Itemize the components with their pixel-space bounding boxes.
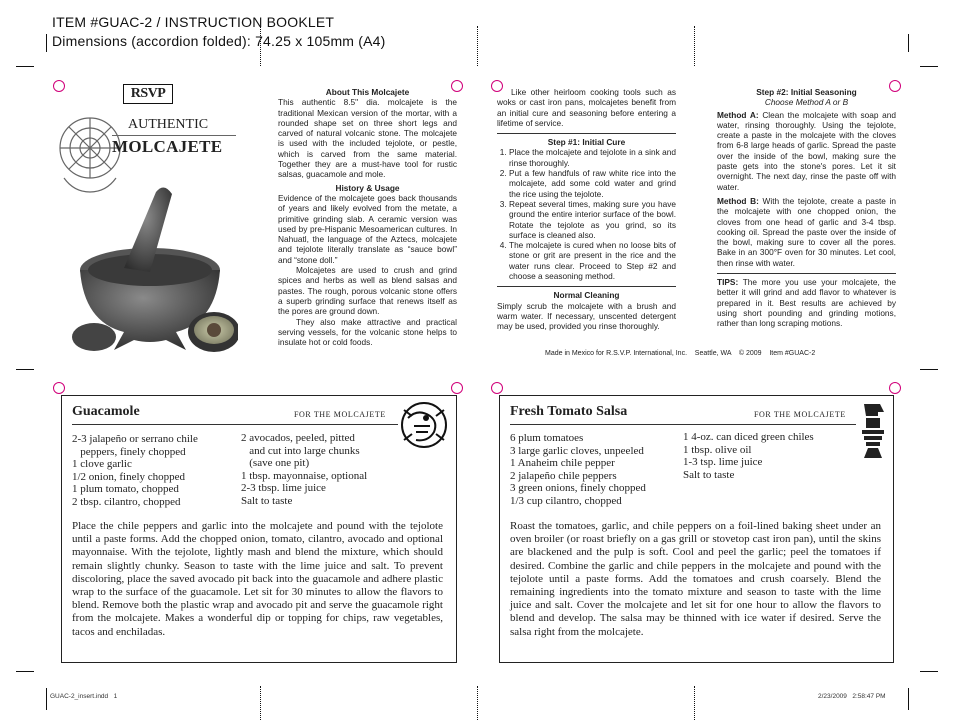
crop-mark — [46, 688, 47, 710]
step1-item: 4. The molcajete is cured when no loose bits of stone or grit are present in the rice and the water runs clear. Proceed to Step #2 and choose a seasoning method. — [509, 240, 676, 281]
history-heading: History & Usage — [335, 182, 400, 193]
fold-line — [694, 686, 695, 720]
ingredient: 1-3 tsp. lime juice — [683, 456, 763, 468]
guacamole-card — [61, 395, 457, 663]
method-b-label: Method B: — [717, 195, 759, 206]
fold-line — [477, 26, 478, 66]
recipe-directions: Roast the tomatoes, garlic, and chile peppers on a foil-lined baking sheet under an oven broiler (or roast briefly on a gas grill or stovetop cast iron pan), until the skins are blackened and the pulp is soft. Cool and peel the garlic; peel the tomatoes if desired. Combine the garlic and chile peppers in the molcajete and pound with the tejolote until a paste forms. Add the tomatoes and crush coarsely. Blend the remaining ingredients into the tomato mixture and season to taste with the lime juice and salt. Cover the molcajete and let sit for one hour to allow the flavors to blend and develop. The salsa may be thinned with ice water if desired. Serve the salsa right from the molcajete. — [510, 520, 881, 638]
molcajete-photo — [54, 172, 238, 354]
history-paragraph-1: Evidence of the molcajete goes back thousands of years and likely evolved from the metate, a primitive grinding slab. A ceramic version was used by pre-Hispanic Mesoamerican cultures. In Nahuatl, the language of the Aztecs, molcajete and tejolote literally translate as “sauce bowl” and “stone doll.” — [278, 192, 457, 265]
fold-line — [260, 686, 261, 720]
method-b-body: With the tejolote, create a paste in the molcajete with one chopped onion, the cloves from one head of garlic and 3-4 tbsp. cooking oil. Spread the paste over the inside of the bowl, making sure to cover all the pores. Bake in an 300°F oven for 30 minutes. Let cool, then rinse with water. — [717, 195, 896, 268]
step1-item: 3. Repeat several times, making sure you have ground the entire interior surface of the bowl. Rotate the tejolote as you grind, so its surface is cleaned also. — [509, 199, 676, 240]
fold-line — [694, 26, 695, 66]
ingredient: 1 clove garlic — [72, 458, 132, 470]
file-slug: GUAC-2_insert.indd 1 — [50, 693, 118, 700]
ingredients-col-1 — [510, 432, 646, 507]
step1-item: 2. Put a few handfuls of raw white rice into the molcajete, add some cold water and grind the rice using the tejolote. — [509, 168, 676, 199]
recipe-subtitle: FOR THE MOLCAJETE — [294, 410, 386, 419]
divider — [717, 273, 896, 274]
ingredients-col-2 — [683, 431, 814, 481]
crop-mark — [908, 34, 909, 52]
divider — [497, 133, 676, 134]
about-heading: About This Molcajete — [325, 87, 410, 97]
ingredient: 2-3 jalapeño or serrano chile — [72, 433, 198, 445]
method-a-label: Method A: — [717, 109, 759, 120]
step2-subheading: Choose Method A or B — [764, 97, 849, 108]
step1-item: 1. Place the molcajete and tejolote in a sink and rinse thoroughly. — [509, 147, 676, 168]
item-header: ITEM #GUAC-2 / INSTRUCTION BOOKLET — [52, 14, 335, 30]
about-section — [278, 87, 457, 347]
cleaning-body: Simply scrub the molcajete with a brush and warm water. If necessary, unscented detergent may be used, provided you rinse thoroughly. — [497, 300, 676, 332]
ingredient: (save one pit) — [241, 457, 310, 469]
crop-mark — [46, 34, 47, 52]
ingredient: 1 tbsp. olive oil — [683, 443, 752, 456]
crop-mark — [908, 688, 909, 710]
cleaning-heading: Normal Cleaning — [553, 290, 620, 301]
intro-text: Like other heirloom cooking tools such as woks or cast iron pans, molcajetes benefit from an initial cure and seasoning before entering a lifetime of service. — [497, 87, 676, 128]
divider — [72, 424, 398, 425]
ingredient: Salt to taste — [241, 494, 293, 507]
ingredients-col-1 — [72, 433, 198, 508]
ingredient: 2-3 tbsp. lime juice — [241, 482, 326, 494]
cure-section — [497, 87, 676, 332]
seasoning-section — [717, 87, 896, 329]
tips-body: The more you use your molcajete, the better it will grind and add flavor to whatever is prepared in it. Best results are achieved by using short pounding and grinding motions, rather than long scraping motions. — [717, 277, 897, 329]
salsa-card — [499, 395, 894, 663]
ingredients-col-2 — [241, 432, 367, 507]
ingredient: 1/3 cup cilantro, chopped — [510, 494, 622, 507]
recipe-title: Guacamole — [72, 404, 140, 419]
registration-mark — [53, 80, 65, 92]
step1-list — [497, 147, 676, 281]
divider — [510, 424, 856, 425]
ingredient: peppers, finely chopped — [72, 445, 186, 458]
authentic-label: AUTHENTIC — [128, 117, 209, 132]
ingredient: and cut into large chunks — [241, 444, 360, 457]
registration-mark — [53, 382, 65, 394]
history-paragraph-3: They also make attractive and practical serving vessels, for the volcanic stone helps to insulate hot or cold foods. — [278, 316, 457, 348]
divider — [112, 135, 236, 136]
aztec-bird-icon — [396, 398, 452, 452]
registration-mark — [451, 382, 463, 394]
ingredient: 6 plum tomatoes — [510, 432, 584, 444]
crop-mark — [920, 671, 938, 672]
ingredient: 2 jalapeño chile peppers — [510, 469, 617, 482]
ingredient: 1 4-oz. can diced green chiles — [683, 431, 814, 443]
made-in-line: Made in Mexico for R.S.V.P. International, Inc. Seattle, WA © 2009 Item #GUAC-2 — [545, 350, 816, 357]
ingredient: Salt to taste — [683, 468, 735, 481]
dimensions-header: Dimensions (accordion folded): 74.25 x 105mm (A4) — [52, 33, 386, 49]
ingredient: 1 plum tomato, chopped — [72, 483, 179, 495]
crop-mark — [920, 369, 938, 370]
aztec-warrior-icon — [858, 400, 888, 460]
recipe-subtitle: FOR THE MOLCAJETE — [754, 410, 846, 419]
recipe-title: Fresh Tomato Salsa — [510, 404, 628, 419]
ingredient: 3 green onions, finely chopped — [510, 482, 646, 494]
history-paragraph-2: Molcajetes are used to crush and grind spices and herbs as well as blend salsas and pastes. The rough, porous volcanic stone offers a superb grinding surface that renews itself as the pores are ground down. — [278, 265, 457, 317]
crop-mark — [920, 66, 938, 67]
crop-mark — [16, 66, 34, 67]
crop-mark — [16, 671, 34, 672]
about-body: This authentic 8.5" dia. molcajete is the traditional Mexican version of the mortar, with a rounded shape set on three short legs and carved of natural volcanic stone. The molcajete is used with the included tejolote, or pestle, which is carved from the same material. Together they are a must-have tool for rustic salsas, guacamole and mole. — [278, 97, 457, 180]
ingredient: 3 large garlic cloves, unpeeled — [510, 444, 644, 457]
step1-heading: Step #1: Initial Cure — [547, 137, 626, 148]
crop-mark — [16, 369, 34, 370]
divider — [497, 286, 676, 287]
rsvp-logo: RSVP — [123, 84, 173, 104]
registration-mark — [491, 382, 503, 394]
fold-line — [477, 686, 478, 720]
registration-mark — [889, 382, 901, 394]
ingredient: 2 avocados, peeled, pitted — [241, 432, 355, 444]
timestamp-slug: 2/23/2009 2:58:47 PM — [818, 693, 886, 700]
ingredient: 1/2 onion, finely chopped — [72, 470, 186, 483]
tips-label: TIPS: — [717, 277, 739, 288]
product-title: MOLCAJETE — [112, 137, 223, 156]
ingredient: 1 tbsp. mayonnaise, optional — [241, 469, 368, 482]
method-a-body: Clean the molcajete with soap and water, rinsing thoroughly. Using the tejolote, create a paste in the molcajete with the cloves from 6-8 large heads of garlic. Spread the paste over the inside of the bowl, making sure the paste gets into the stone's pores. Let it sit overnight. The next day, rinse the paste off with water. — [717, 109, 897, 192]
recipe-directions: Place the chile peppers and garlic into the molcajete and pound with the tejolote until a paste forms. Add the chopped onion, tomato, cilantro, avocado and optional mayonnaise. With the tejolote, lightly mash and blend the mixture, which should remain slightly chunky. Season to taste with the lime juice and salt. To prevent discoloring, place the saved avocado pit back into the guacamole and adhere plastic wrap to the surface of the guacamole. Let sit for 30 minutes to allow the flavors to blend. Remove both the plastic wrap and avocado pit and serve the guacamole right from the molcajete. Makes a wonderful dip or topping for chips, raw vegetables, tacos and enchiladas. — [72, 520, 443, 638]
ingredient: 1 Anaheim chile pepper — [510, 457, 615, 469]
step2-heading: Step #2: Initial Seasoning — [756, 87, 857, 97]
ingredient: 2 tbsp. cilantro, chopped — [72, 495, 181, 508]
